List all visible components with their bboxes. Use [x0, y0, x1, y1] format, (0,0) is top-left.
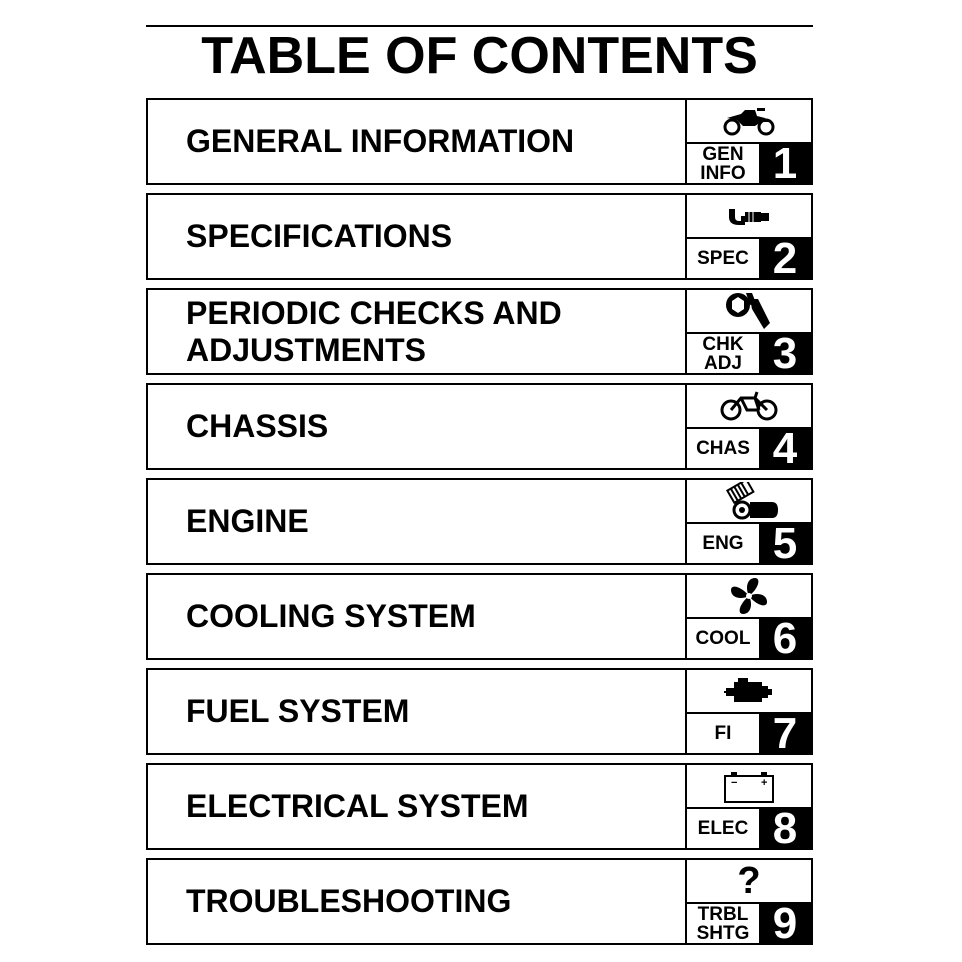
section-code: CHAS — [696, 438, 750, 459]
toc-row-periodic-checks[interactable] — [146, 288, 813, 378]
section-code: FI — [714, 723, 732, 744]
section-tab[interactable] — [685, 670, 811, 758]
question-icon — [687, 860, 811, 902]
section-tab[interactable] — [685, 290, 811, 378]
section-number: 5 — [759, 524, 811, 563]
section-code: COOL — [695, 628, 751, 649]
toc-row-electrical-system[interactable] — [146, 763, 813, 853]
wrench-icon — [687, 290, 811, 332]
page-title: TABLE OF CONTENTS — [201, 27, 758, 85]
toc-row-general-information[interactable] — [146, 98, 813, 188]
toc-row-label: COOLING SYSTEM — [186, 598, 476, 634]
battery-minus-sign: − — [731, 777, 738, 789]
toc-row-label: PERIODIC CHECKS AND ADJUSTMENTS — [186, 294, 562, 368]
section-tab[interactable] — [685, 195, 811, 283]
section-code: ENG — [702, 533, 744, 554]
section-tab[interactable] — [685, 100, 811, 188]
section-tab[interactable] — [685, 765, 811, 853]
toc-row-engine[interactable] — [146, 478, 813, 568]
toc-row-troubleshooting[interactable] — [146, 858, 813, 948]
section-number: 9 — [759, 904, 811, 943]
fan-icon — [687, 575, 811, 617]
section-code: CHK ADJ — [702, 333, 744, 374]
section-number: 3 — [759, 334, 811, 373]
question-mark: ? — [737, 860, 761, 902]
section-tab[interactable] — [685, 575, 811, 663]
section-code: GEN INFO — [700, 143, 746, 184]
section-code: TRBL SHTG — [696, 903, 750, 944]
toc-row-chassis[interactable] — [146, 383, 813, 473]
toc-row-fuel-system[interactable] — [146, 668, 813, 758]
section-code: SPEC — [697, 248, 749, 269]
section-tab[interactable] — [685, 385, 811, 473]
battery-icon — [687, 765, 811, 807]
section-number: 2 — [759, 239, 811, 278]
engine-piston-icon — [687, 480, 811, 522]
section-number: 6 — [759, 619, 811, 658]
section-code: ELEC — [697, 818, 749, 839]
toc-row-label: GENERAL INFORMATION — [186, 123, 575, 159]
toc-row-label: ENGINE — [186, 503, 309, 539]
section-tab[interactable] — [685, 480, 811, 568]
section-number: 1 — [759, 144, 811, 183]
toc-row-specifications[interactable] — [146, 193, 813, 283]
toc-row-label: FUEL SYSTEM — [186, 693, 410, 729]
section-number: 4 — [759, 429, 811, 468]
chassis-icon — [687, 385, 811, 427]
toc-row-label: ELECTRICAL SYSTEM — [186, 788, 529, 824]
toc-row-cooling-system[interactable] — [146, 573, 813, 663]
battery-plus-sign: + — [761, 777, 768, 789]
section-number: 8 — [759, 809, 811, 848]
toc-row-label: CHASSIS — [186, 408, 329, 444]
fuel-injection-icon — [687, 670, 811, 712]
section-number: 7 — [759, 714, 811, 753]
motorcycle-icon — [687, 100, 811, 142]
section-tab[interactable] — [685, 860, 811, 948]
toc-row-label: SPECIFICATIONS — [186, 218, 453, 254]
toc-row-label: TROUBLESHOOTING — [186, 883, 512, 919]
micrometer-icon — [687, 195, 811, 237]
